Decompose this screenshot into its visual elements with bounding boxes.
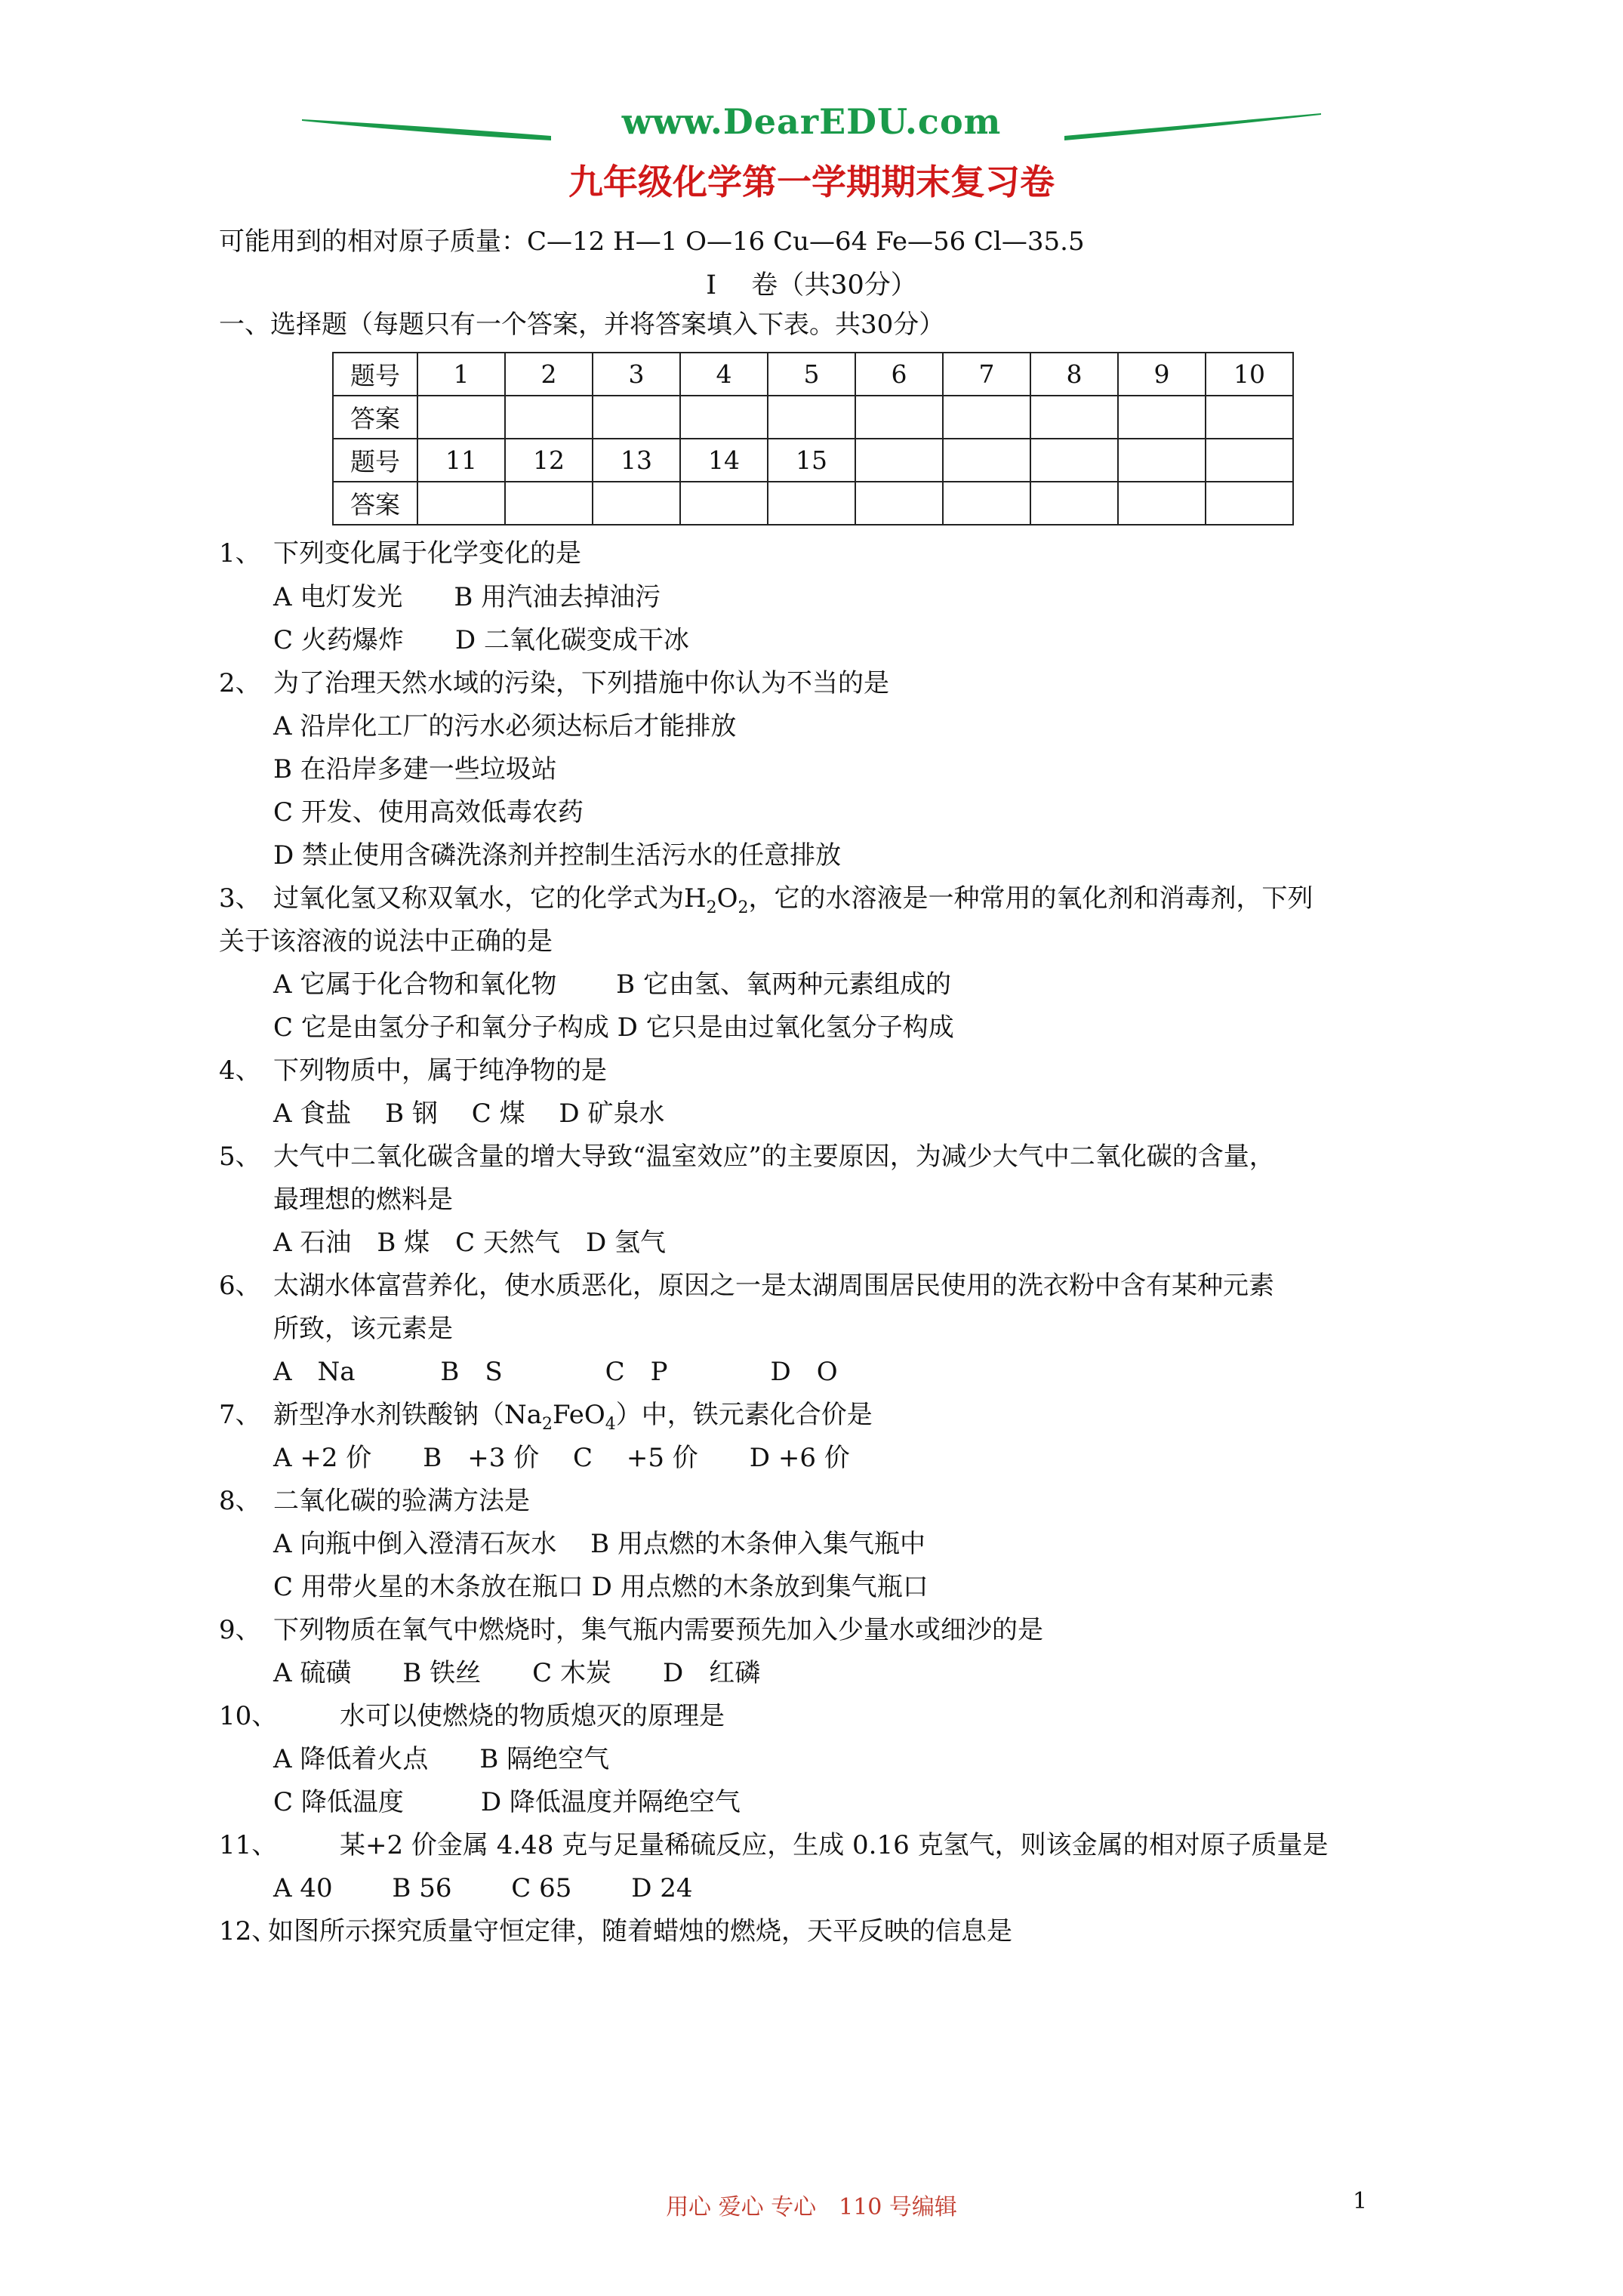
- answer-cell[interactable]: [680, 396, 768, 439]
- question-text: 下列变化属于化学变化的是: [273, 538, 581, 569]
- table-cell: 7: [943, 353, 1030, 396]
- answer-cell[interactable]: [505, 482, 593, 525]
- page-footer: 用心 爱心 专心 110 号编辑: [666, 2194, 957, 2220]
- page-number: 1: [1353, 2188, 1368, 2214]
- answer-table: [332, 352, 1294, 525]
- question-number: 12、: [219, 1916, 278, 1946]
- question-option: A Na B S C P D O: [273, 1357, 838, 1387]
- table-cell: [1030, 439, 1118, 482]
- answer-cell[interactable]: [943, 482, 1030, 525]
- subscript: 4: [605, 1414, 616, 1434]
- answer-cell[interactable]: [505, 396, 593, 439]
- subscript: 2: [542, 1414, 553, 1434]
- answer-cell[interactable]: [1030, 482, 1118, 525]
- question-text: 如图所示探究质量守恒定律，随着蜡烛的燃烧，天平反映的信息是: [268, 1916, 1012, 1946]
- question-option: A 电灯发光 B 用汽油去掉油污: [273, 582, 661, 612]
- question-text: [273, 877, 1313, 917]
- table-cell: 11: [417, 439, 505, 482]
- answer-cell[interactable]: [1030, 396, 1118, 439]
- question-number: 9、: [219, 1615, 261, 1645]
- question-text: 太湖水体富营养化，使水质恶化，原因之一是太湖周围居民使用的洗衣粉中含有某种元素: [273, 1271, 1274, 1301]
- table-cell: 6: [855, 353, 943, 396]
- question-option: D 禁止使用含磷洗涤剂并控制生活污水的任意排放: [273, 840, 842, 871]
- question-text-continued: 关于该溶液的说法中正确的是: [219, 926, 553, 957]
- question-text: 大气中二氧化碳含量的增大导致“温室效应”的主要原因，为减少大气中二氧化碳的含量，: [273, 1142, 1275, 1172]
- text-part: 过氧化氢又称双氧水，它的化学式为H: [273, 883, 707, 914]
- text-part: FeO: [553, 1400, 605, 1430]
- question-option: A 降低着火点 B 隔绝空气: [273, 1744, 610, 1774]
- text-part: 新型净水剂铁酸钠（Na: [273, 1400, 543, 1430]
- answer-cell[interactable]: [1206, 482, 1293, 525]
- table-row: [333, 482, 1293, 525]
- subscript: 2: [738, 898, 749, 917]
- answer-cell[interactable]: [768, 396, 855, 439]
- table-cell: 3: [593, 353, 680, 396]
- atomic-masses: 可能用到的相对原子质量：C—12 H—1 O—16 Cu—64 Fe—56 Cl—35.5: [219, 227, 1085, 257]
- text-part: ）中，铁元素化合价是: [615, 1400, 873, 1430]
- answer-cell[interactable]: [1118, 396, 1206, 439]
- table-cell: [1118, 439, 1206, 482]
- question-option: C 用带火星的木条放在瓶口 D 用点燃的木条放到集气瓶口: [273, 1572, 929, 1602]
- text-part: O: [716, 883, 738, 914]
- question-option: A 40 B 56 C 65 D 24: [273, 1873, 693, 1903]
- table-cell: 12: [505, 439, 593, 482]
- question-number: 2、: [219, 668, 261, 698]
- table-row: [333, 353, 1293, 396]
- answer-cell[interactable]: [417, 396, 505, 439]
- question-number: 5、: [219, 1142, 261, 1172]
- text-part: ，它的水溶液是一种常用的氧化剂和消毒剂，下列: [748, 883, 1313, 914]
- question-number: 8、: [219, 1486, 261, 1516]
- question-text: 二氧化碳的验满方法是: [273, 1486, 530, 1516]
- question-text: 水可以使燃烧的物质熄灭的原理是: [340, 1701, 725, 1731]
- question-option: A 沿岸化工厂的污水必须达标后才能排放: [273, 711, 737, 741]
- question-text: 为了治理天然水域的污染，下列措施中你认为不当的是: [273, 668, 889, 698]
- site-logo: [302, 97, 1321, 157]
- table-cell: 2: [505, 353, 593, 396]
- question-option: A +2 价 B +3 价 C +5 价 D +6 价: [273, 1443, 850, 1473]
- answer-cell[interactable]: [417, 482, 505, 525]
- answer-cell[interactable]: [680, 482, 768, 525]
- question-option: B 在沿岸多建一些垃圾站: [273, 754, 557, 784]
- document-title: 九年级化学第一学期期末复习卷: [568, 162, 1055, 202]
- question-text: [273, 1394, 873, 1434]
- question-option: A 向瓶中倒入澄清石灰水 B 用点燃的木条伸入集气瓶中: [273, 1529, 925, 1559]
- answer-cell[interactable]: [855, 482, 943, 525]
- table-row: [333, 396, 1293, 439]
- table-cell: 答案: [333, 482, 417, 525]
- table-row: [333, 439, 1293, 482]
- question-number: 6、: [219, 1271, 261, 1301]
- table-cell: 答案: [333, 396, 417, 439]
- answer-cell[interactable]: [1118, 482, 1206, 525]
- logo-text: www.DearEDU.com: [621, 101, 1002, 142]
- table-cell: [943, 439, 1030, 482]
- table-cell: 1: [417, 353, 505, 396]
- question-option: C 开发、使用高效低毒农药: [273, 797, 584, 827]
- answer-cell[interactable]: [855, 396, 943, 439]
- question-option: A 石油 B 煤 C 天然气 D 氢气: [273, 1228, 667, 1258]
- question-number: 10、: [219, 1701, 278, 1731]
- answer-cell[interactable]: [1206, 396, 1293, 439]
- table-cell: 题号: [333, 353, 417, 396]
- table-cell: 4: [680, 353, 768, 396]
- table-cell: [855, 439, 943, 482]
- answer-cell[interactable]: [768, 482, 855, 525]
- question-number: 1、: [219, 538, 261, 569]
- table-cell: 13: [593, 439, 680, 482]
- table-cell: 题号: [333, 439, 417, 482]
- subscript: 2: [706, 898, 717, 917]
- section-title: I 卷（共30分）: [706, 270, 917, 300]
- table-cell: [1206, 439, 1293, 482]
- table-cell: 9: [1118, 353, 1206, 396]
- table-cell: 15: [768, 439, 855, 482]
- table-cell: 5: [768, 353, 855, 396]
- question-text: 某+2 价金属 4.48 克与足量稀硫反应，生成 0.16 克氢气，则该金属的相对原子质量是: [340, 1830, 1329, 1860]
- question-text-continued: 最理想的燃料是: [273, 1185, 453, 1215]
- question-option: C 火药爆炸 D 二氧化碳变成干冰: [273, 625, 689, 655]
- question-text: 下列物质在氧气中燃烧时，集气瓶内需要预先加入少量水或细沙的是: [273, 1615, 1043, 1645]
- table-cell: 8: [1030, 353, 1118, 396]
- question-text: 下列物质中，属于纯净物的是: [273, 1056, 607, 1086]
- table-cell: 14: [680, 439, 768, 482]
- answer-cell[interactable]: [593, 396, 680, 439]
- question-option: A 它属于化合物和氧化物 B 它由氢、氧两种元素组成的: [273, 969, 951, 1000]
- question-option: A 食盐 B 钢 C 煤 D 矿泉水: [273, 1099, 665, 1129]
- question-number: 3、: [219, 883, 261, 914]
- question-text-continued: 所致，该元素是: [273, 1314, 453, 1344]
- question-number: 4、: [219, 1056, 261, 1086]
- question-option: C 它是由氢分子和氧分子构成 D 它只是由过氧化氢分子构成: [273, 1012, 954, 1043]
- answer-cell[interactable]: [943, 396, 1030, 439]
- answer-cell[interactable]: [593, 482, 680, 525]
- question-option: C 降低温度 D 降低温度并隔绝空气: [273, 1787, 741, 1817]
- question-number: 11、: [219, 1830, 278, 1860]
- question-number: 7、: [219, 1400, 261, 1430]
- question-option: A 硫磺 B 铁丝 C 木炭 D 红磷: [273, 1658, 761, 1688]
- table-cell: 10: [1206, 353, 1293, 396]
- part-one-heading: 一、选择题（每题只有一个答案，并将答案填入下表。共30分）: [219, 310, 945, 340]
